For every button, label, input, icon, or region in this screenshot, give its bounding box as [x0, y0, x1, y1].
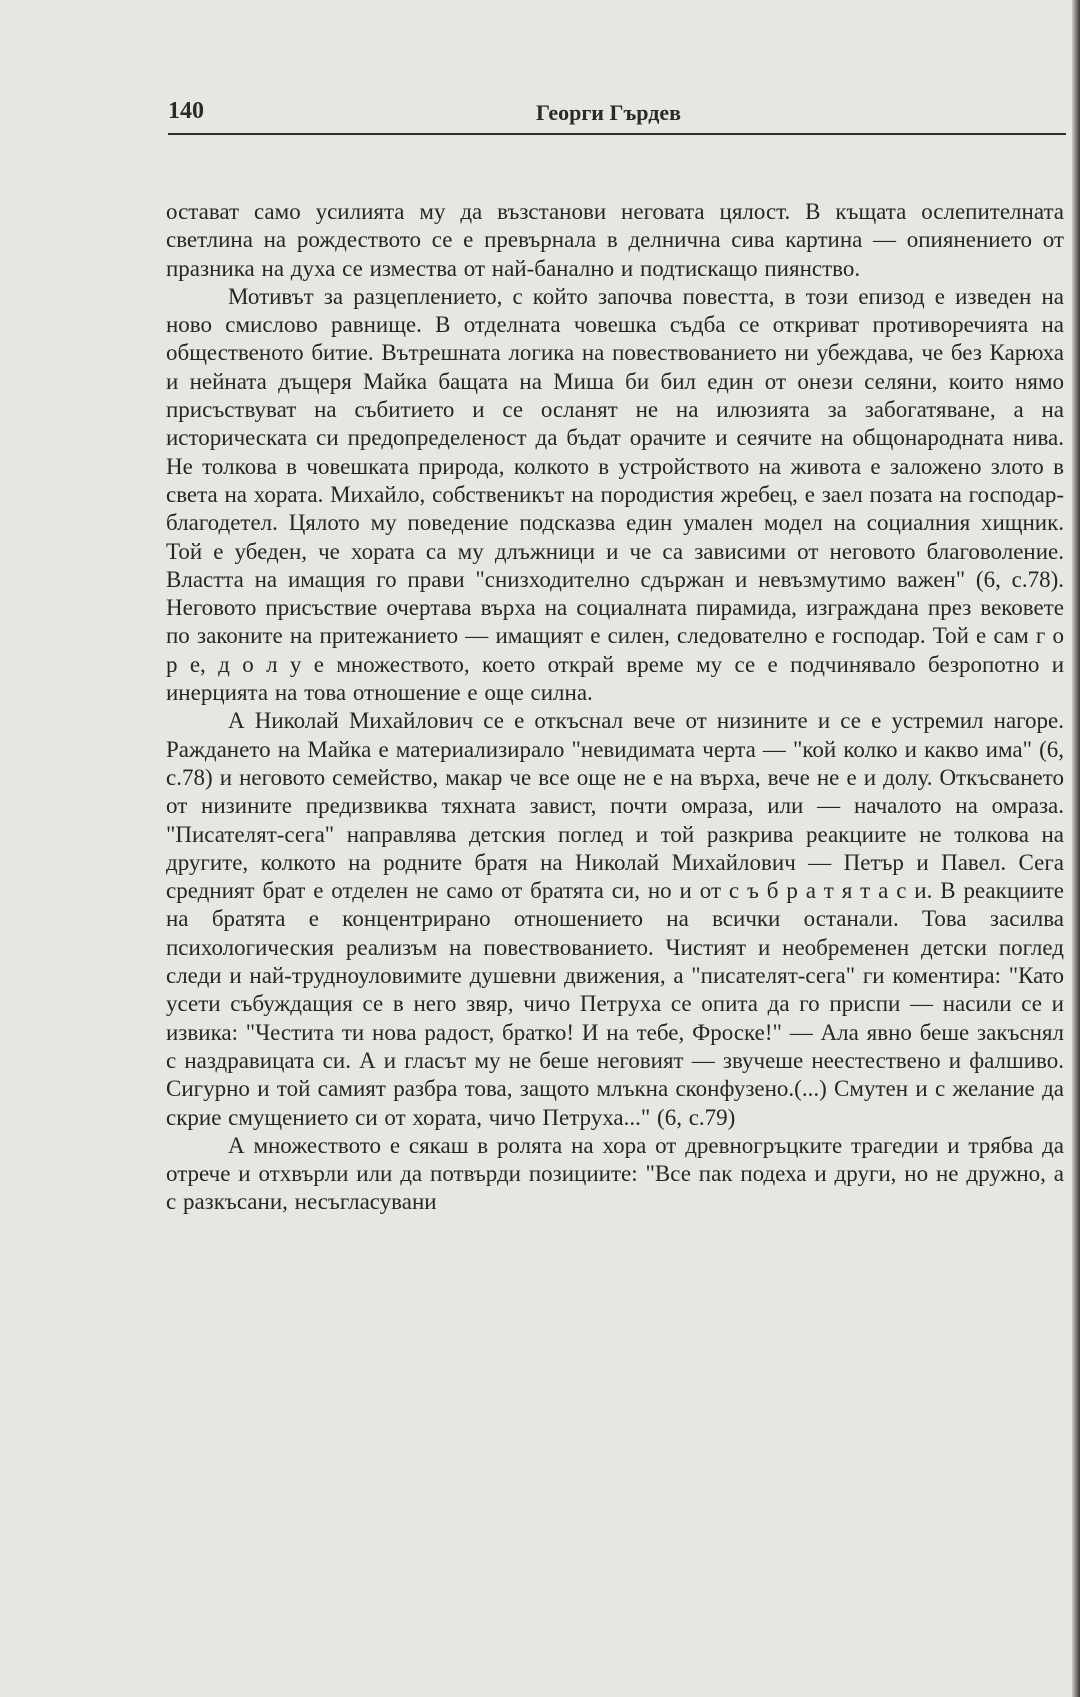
- paragraph: А Николай Михайлович се е откъснал вече от низините и се е устремил нагоре. Раждането на Майка е материализирало "невидимата черта — "кой колко и какво има" (6, с.78) и неговото семейство, макар че все още не е на върха, вече не е и долу. Откъсването от низините предизвиква тяхната завист, почти омраза, или — началото на омраза. "Писателят-сега" направлява детския поглед и той разкрива реакциите не толкова на другите, колкото на родните братя на Николай Михайлович — Петър и Павел. Сега средният брат е отделен не само от братята си, но и от с ъ б р а т я т а с и. В реакциите на братята е концентрирано отношението на всички останали. Това засилва психологическия реализъм на повествованието. Чистият и необременен детски поглед следи и най-трудноуловимите душевни движения, а "писателят-сега" ги коментира: "Като усети събуждащия се в него звяр, чичо Петруха се опита да го приспи — насили се и извика: "Честита ти нова радост, братко! И на тебе, Фроске!" — Ала явно беше закъснял с наздравицата си. А и гласът му не беше неговият — звучеше неестествено и фалшиво. Сигурно и той самият разбра това, защото млъкна сконфузено.(...) Смутен и с желание да скрие смущението си от хората, чичо Петруха..." (6, с.79): [166, 708, 1064, 1130]
- paragraph: А множеството е сякаш в ролята на хора от древногръцките трагедии и трябва да отрече и отхвърли или да потвърди позициите: "Все пак подеха и други, но не дружно, а с разкъсани, несъгласувани: [166, 1132, 1064, 1215]
- header-rule: [168, 133, 1066, 135]
- page-header: [168, 98, 1066, 134]
- page-number: 140: [168, 98, 204, 124]
- running-head-author: Георги Гърдев: [536, 100, 682, 125]
- paragraph-continued: остават само усилията му да възстанови неговата цялост. В къщата ослепителната светлина на рождеството се е превърнала в делнична сива картина — опиянението от празника на духа се измества от най-банално и подтискащо пиянство.: [166, 199, 1064, 281]
- page-edge-shadow: [1072, 0, 1080, 1697]
- paragraph: Мотивът за разцеплението, с който започва повестта, в този епизод е изведен на ново смислово равнище. В отделната човешка съдба се откриват противоречията на общественото битие. Вътрешната логика на повествованието ни убеждава, че без Карюха и нейната дъщеря Майка бащата на Миша би бил един от онези селяни, които нямо присъствуват на събитието и се осланят не на илюзията за забогатяване, а на историческата си предопределеност да бъдат орачите и сеячите на общонародната нива. Не толкова в човешката природа, колкото в устройството на живота е заложено злото в света на хората. Михайло, собственикът на породистия жребец, е заел позата на господар-благодетел. Цялото му поведение подсказва един умален модел на социалния хищник. Той е убеден, че хората са му длъжници и че са зависими от неговото благоволение. Властта на имащия го прави "снизходително сдържан и невъзмутимо важен" (6, с.78). Неговото присъствие очертава върха на социалната пирамида, изграждана през вековете по законите на притежанието — имащият е силен, следователно е господар. Той е сам г о р е, д о л у е множеството, което открай време му се е подчинявало безропотно и инерцията на това отношение е още силна.: [166, 283, 1064, 706]
- body-text: [166, 198, 1064, 1217]
